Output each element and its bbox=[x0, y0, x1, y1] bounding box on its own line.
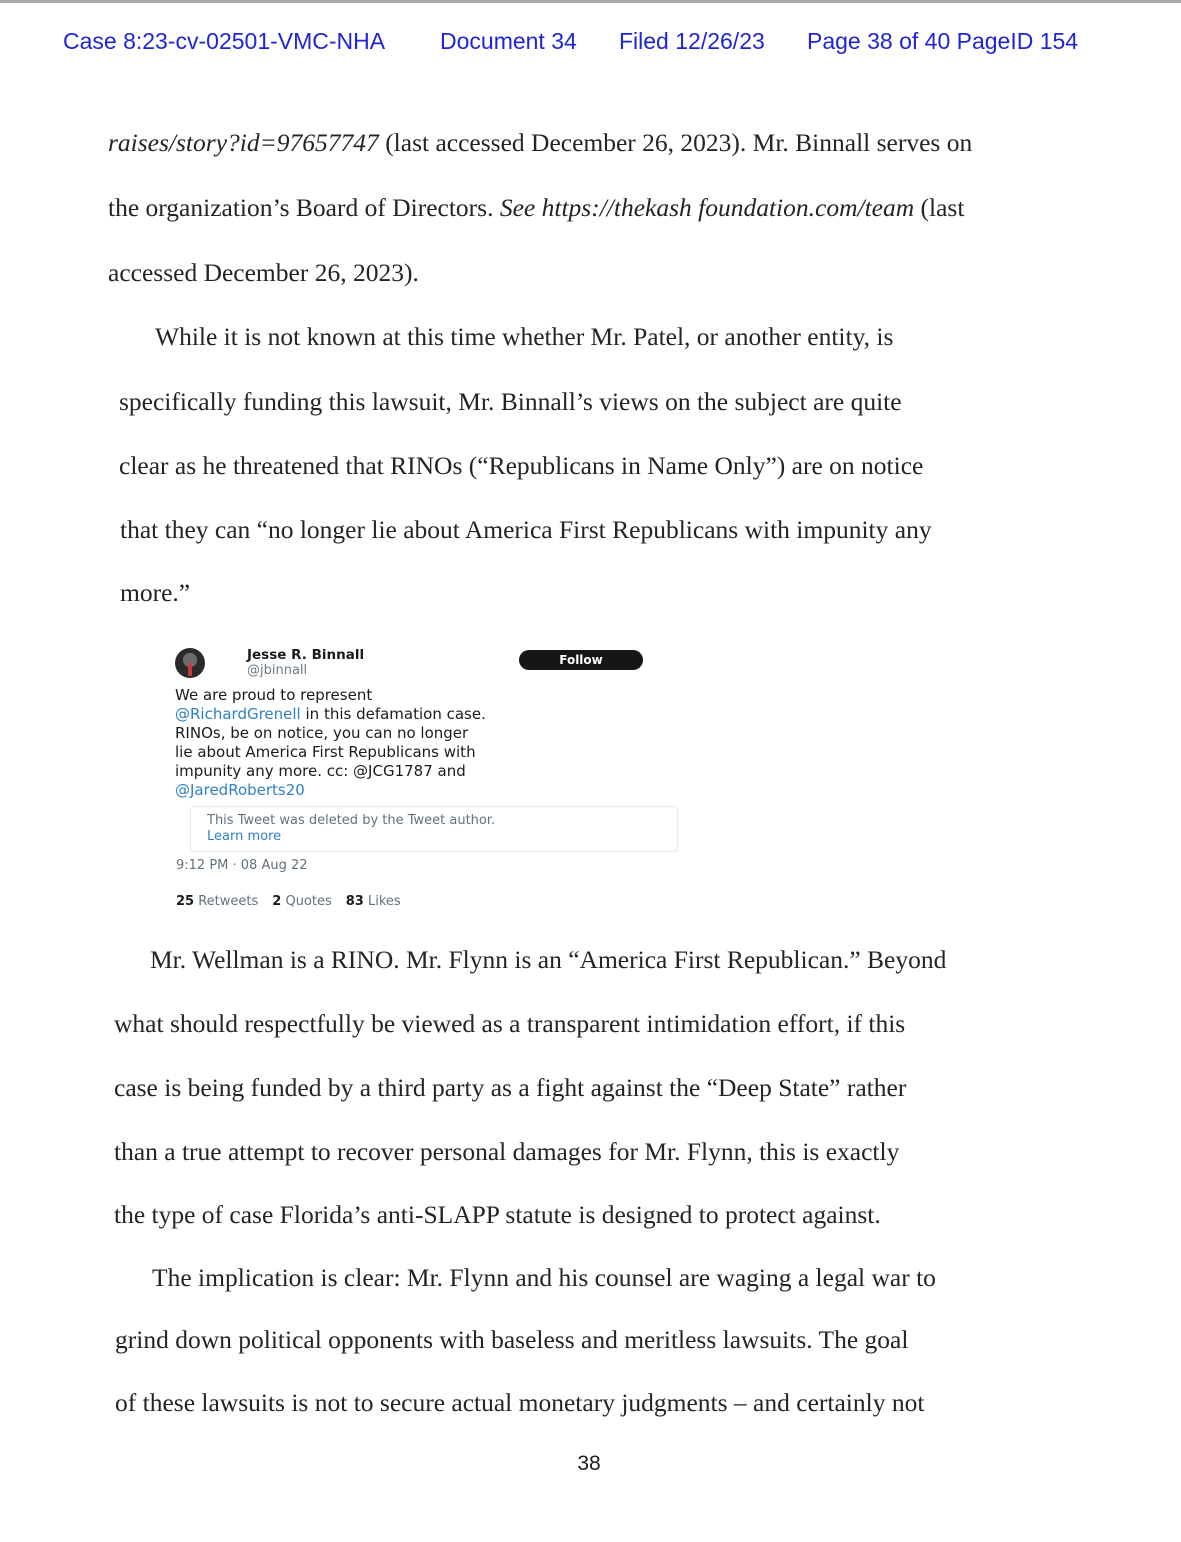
tweet-stats bbox=[176, 894, 401, 909]
body-line: specifically funding this lawsuit, Mr. Binnall’s views on the subject are quite bbox=[119, 387, 902, 416]
tweet-timestamp: 9:12 PM · 08 Aug 22 bbox=[176, 858, 308, 873]
body-line: of these lawsuits is not to secure actual monetary judgments – and certainly not bbox=[115, 1388, 925, 1417]
url-fragment: raises/story?id=97657747 bbox=[108, 128, 379, 157]
follow-button[interactable]: Follow bbox=[519, 650, 643, 670]
body-line: more.” bbox=[120, 578, 191, 607]
body-line: case is being funded by a third party as a fight against the “Deep State” rather bbox=[114, 1073, 907, 1102]
embedded-tweet bbox=[172, 642, 692, 917]
tweet-author-handle: @jbinnall bbox=[247, 663, 308, 678]
mention-link[interactable]: @RichardGrenell bbox=[175, 705, 301, 723]
quotes-label[interactable]: Quotes bbox=[281, 894, 332, 909]
body-line: than a true attempt to recover personal damages for Mr. Flynn, this is exactly bbox=[114, 1137, 900, 1166]
page-number: 38 bbox=[577, 1452, 601, 1475]
mention-link[interactable]: @JaredRoberts20 bbox=[175, 781, 305, 799]
body-line: While it is not known at this time whether Mr. Patel, or another entity, is bbox=[155, 322, 894, 351]
body-line: The implication is clear: Mr. Flynn and his counsel are waging a legal war to bbox=[152, 1263, 936, 1292]
team-url: See https://thekash foundation.com/team bbox=[499, 193, 915, 222]
page-top-edge bbox=[0, 0, 1181, 3]
tweet-text: We are proud to represent @RichardGrenell in this defamation case. RINOs, be on notice, you can no longer lie about America First Republicans with impunity any more. cc: @JCG1787 and @JaredRoberts20 bbox=[175, 686, 695, 800]
retweets-label[interactable]: Retweets bbox=[194, 894, 259, 909]
likes-count: 83 bbox=[345, 894, 364, 909]
document-number[interactable]: Document 34 bbox=[440, 28, 577, 54]
body-line: that they can “no longer lie about America First Republicans with impunity any bbox=[120, 515, 932, 544]
body-line: the type of case Florida’s anti-SLAPP statute is designed to protect against. bbox=[114, 1200, 881, 1229]
quoted-tweet-box bbox=[190, 806, 678, 852]
body-line: accessed December 26, 2023). bbox=[108, 258, 419, 287]
body-line: what should respectfully be viewed as a transparent intimidation effort, if this bbox=[114, 1009, 906, 1038]
tweet-author-name: Jesse R. Binnall bbox=[247, 647, 365, 663]
likes-label[interactable]: Likes bbox=[363, 894, 401, 909]
quotes-count: 2 bbox=[272, 894, 282, 909]
body-line: raises/story?id=97657747 (last accessed December 26, 2023). Mr. Binnall serves on bbox=[108, 128, 973, 157]
body-line: grind down political opponents with baseless and meritless lawsuits. The goal bbox=[115, 1325, 909, 1354]
body-line: Mr. Wellman is a RINO. Mr. Flynn is an “America First Republican.” Beyond bbox=[150, 945, 947, 974]
deleted-notice: This Tweet was deleted by the Tweet author. bbox=[207, 813, 496, 828]
body-line: clear as he threatened that RINOs (“Republicans in Name Only”) are on notice bbox=[119, 451, 924, 480]
filing-header bbox=[63, 28, 1163, 58]
avatar bbox=[175, 648, 205, 678]
case-number[interactable]: Case 8:23-cv-02501-VMC-NHA bbox=[63, 28, 386, 54]
page-id[interactable]: Page 38 of 40 PageID 154 bbox=[807, 28, 1079, 54]
filed-date[interactable]: Filed 12/26/23 bbox=[619, 28, 765, 54]
learn-more-link[interactable]: Learn more bbox=[207, 829, 282, 844]
retweets-count: 25 bbox=[176, 894, 195, 909]
body-line: the organization’s Board of Directors. See https://thekash foundation.com/team (last bbox=[108, 193, 965, 222]
